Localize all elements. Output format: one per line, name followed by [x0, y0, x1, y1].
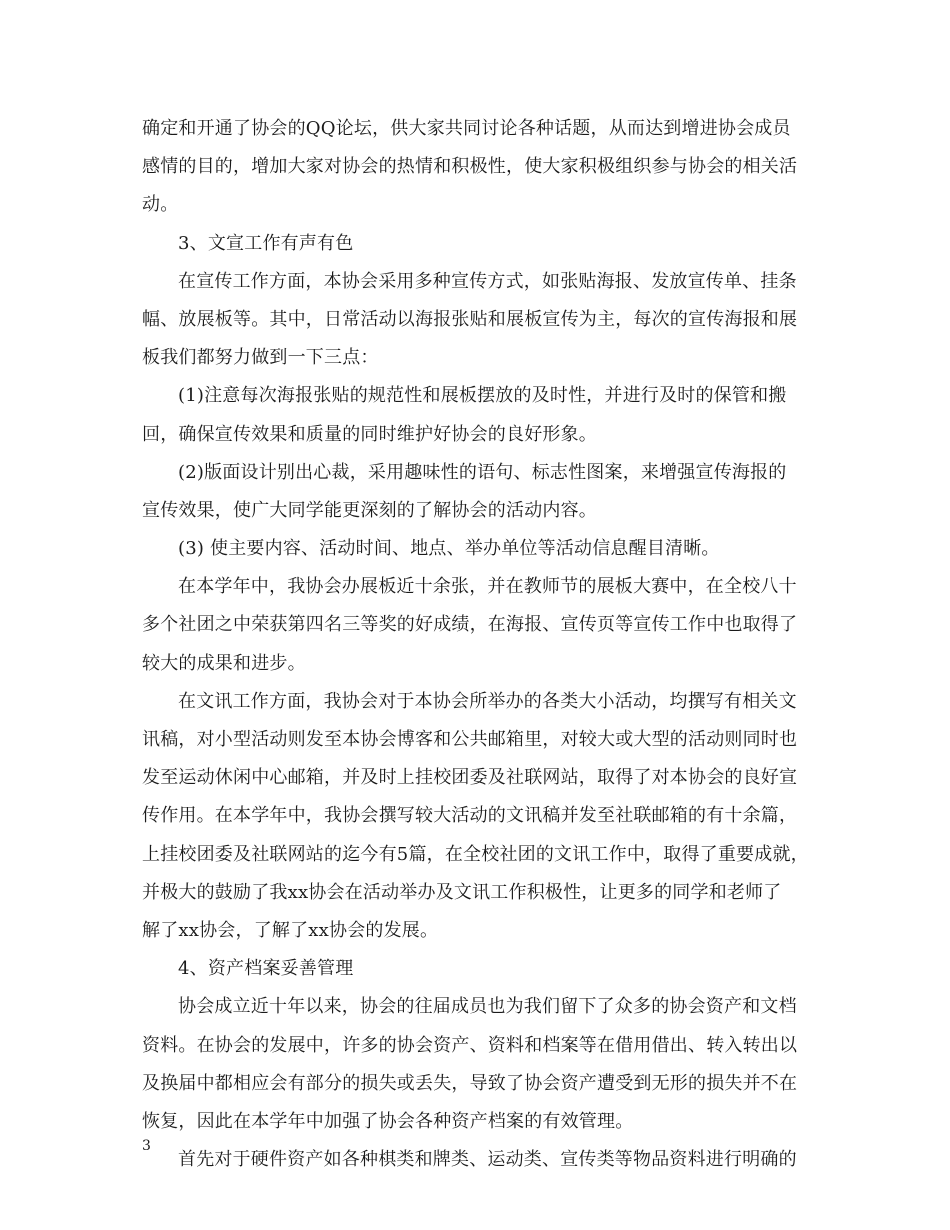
text-line: 4、资产档案妥善管理 [178, 958, 354, 980]
text-line: 宣传效果，使广大同学能更深刻的了解协会的活动内容。 [142, 499, 597, 521]
document-body [142, 110, 814, 1179]
text-line: 确定和开通了协会的QQ论坛，供大家共同讨论各种话题，从而达到增进协会成员 [142, 118, 791, 139]
text-line: 幅、放展板等。其中，日常活动以海报张贴和展板宣传为主，每次的宣传海报和展 [142, 308, 798, 330]
text-line: 讯稿，对小型活动则发至本协会博客和公共邮箱里，对较大或大型的活动则同时也 [142, 729, 798, 750]
text-line: 在文讯工作方面，我协会对于本协会所举办的各类大小活动，均撰写有相关文 [178, 690, 797, 712]
text-line: 发至运动休闲中心邮箱，并及时上挂校团委及社联网站，取得了对本协会的良好宣 [142, 767, 798, 789]
text-line: 感情的目的，增加大家对协会的热情和积极性，使大家积极组织参与协会的相关活 [142, 156, 798, 178]
text-line: 在宣传工作方面，本协会采用多种宣传方式，如张贴海报、发放宣传单、挂条 [178, 270, 797, 292]
text-line: 传作用。在本学年中，我协会撰写较大活动的文讯稿并发至社联邮箱的有十余篇， [142, 805, 798, 827]
text-line: 较大的成果和进步。 [142, 652, 306, 674]
text-line: 恢复，因此在本学年中加强了协会各种资产档案的有效管理。 [142, 1110, 634, 1132]
text-line: 3、文宣工作有声有色 [178, 232, 354, 254]
text-line: 上挂校团委及社联网站的迄今有5篇，在全校社团的文讯工作中，取得了重要成就， [142, 843, 809, 865]
text-line: 多个社团之中荣获第四名三等奖的好成绩，在海报、宣传页等宣传工作中也取得了 [142, 614, 798, 636]
text-line: 在本学年中，我协会办展板近十余张，并在教师节的展板大赛中，在全校八十 [178, 576, 797, 598]
page-number: 3 [142, 1138, 151, 1154]
text-line: 并极大的鼓励了我xx协会在活动举办及文讯工作积极性，让更多的同学和老师了 [142, 881, 782, 903]
text-line: 资料。在协会的发展中，许多的协会资产、资料和档案等在借用借出、转入转出以 [142, 1034, 798, 1056]
text-line: 板我们都努力做到一下三点： [142, 347, 379, 369]
text-line: 及换届中都相应会有部分的损失或丢失，导致了协会资产遭受到无形的损失并不在 [142, 1072, 798, 1094]
text-line: 协会成立近十年以来，协会的往届成员也为我们留下了众多的协会资产和文档 [178, 996, 797, 1018]
text-line: 解了xx协会，了解了xx协会的发展。 [142, 919, 439, 941]
text-line: 回，确保宣传效果和质量的同时维护好协会的良好形象。 [142, 423, 597, 445]
text-line: (1)注意每次海报张贴的规范性和展板摆放的及时性，并进行及时的保管和搬 [178, 385, 787, 407]
text-line: (3) 使主要内容、活动时间、地点、举办单位等活动信息醒目清晰。 [178, 538, 720, 560]
text-line: 动。 [142, 194, 179, 216]
text-line: (2)版面设计别出心裁，采用趣味性的语句、标志性图案，来增强宣传海报的 [178, 461, 787, 483]
text-line: 首先对于硬件资产如各种棋类和牌类、运动类、宣传类等物品资料进行明确的 [178, 1149, 797, 1171]
